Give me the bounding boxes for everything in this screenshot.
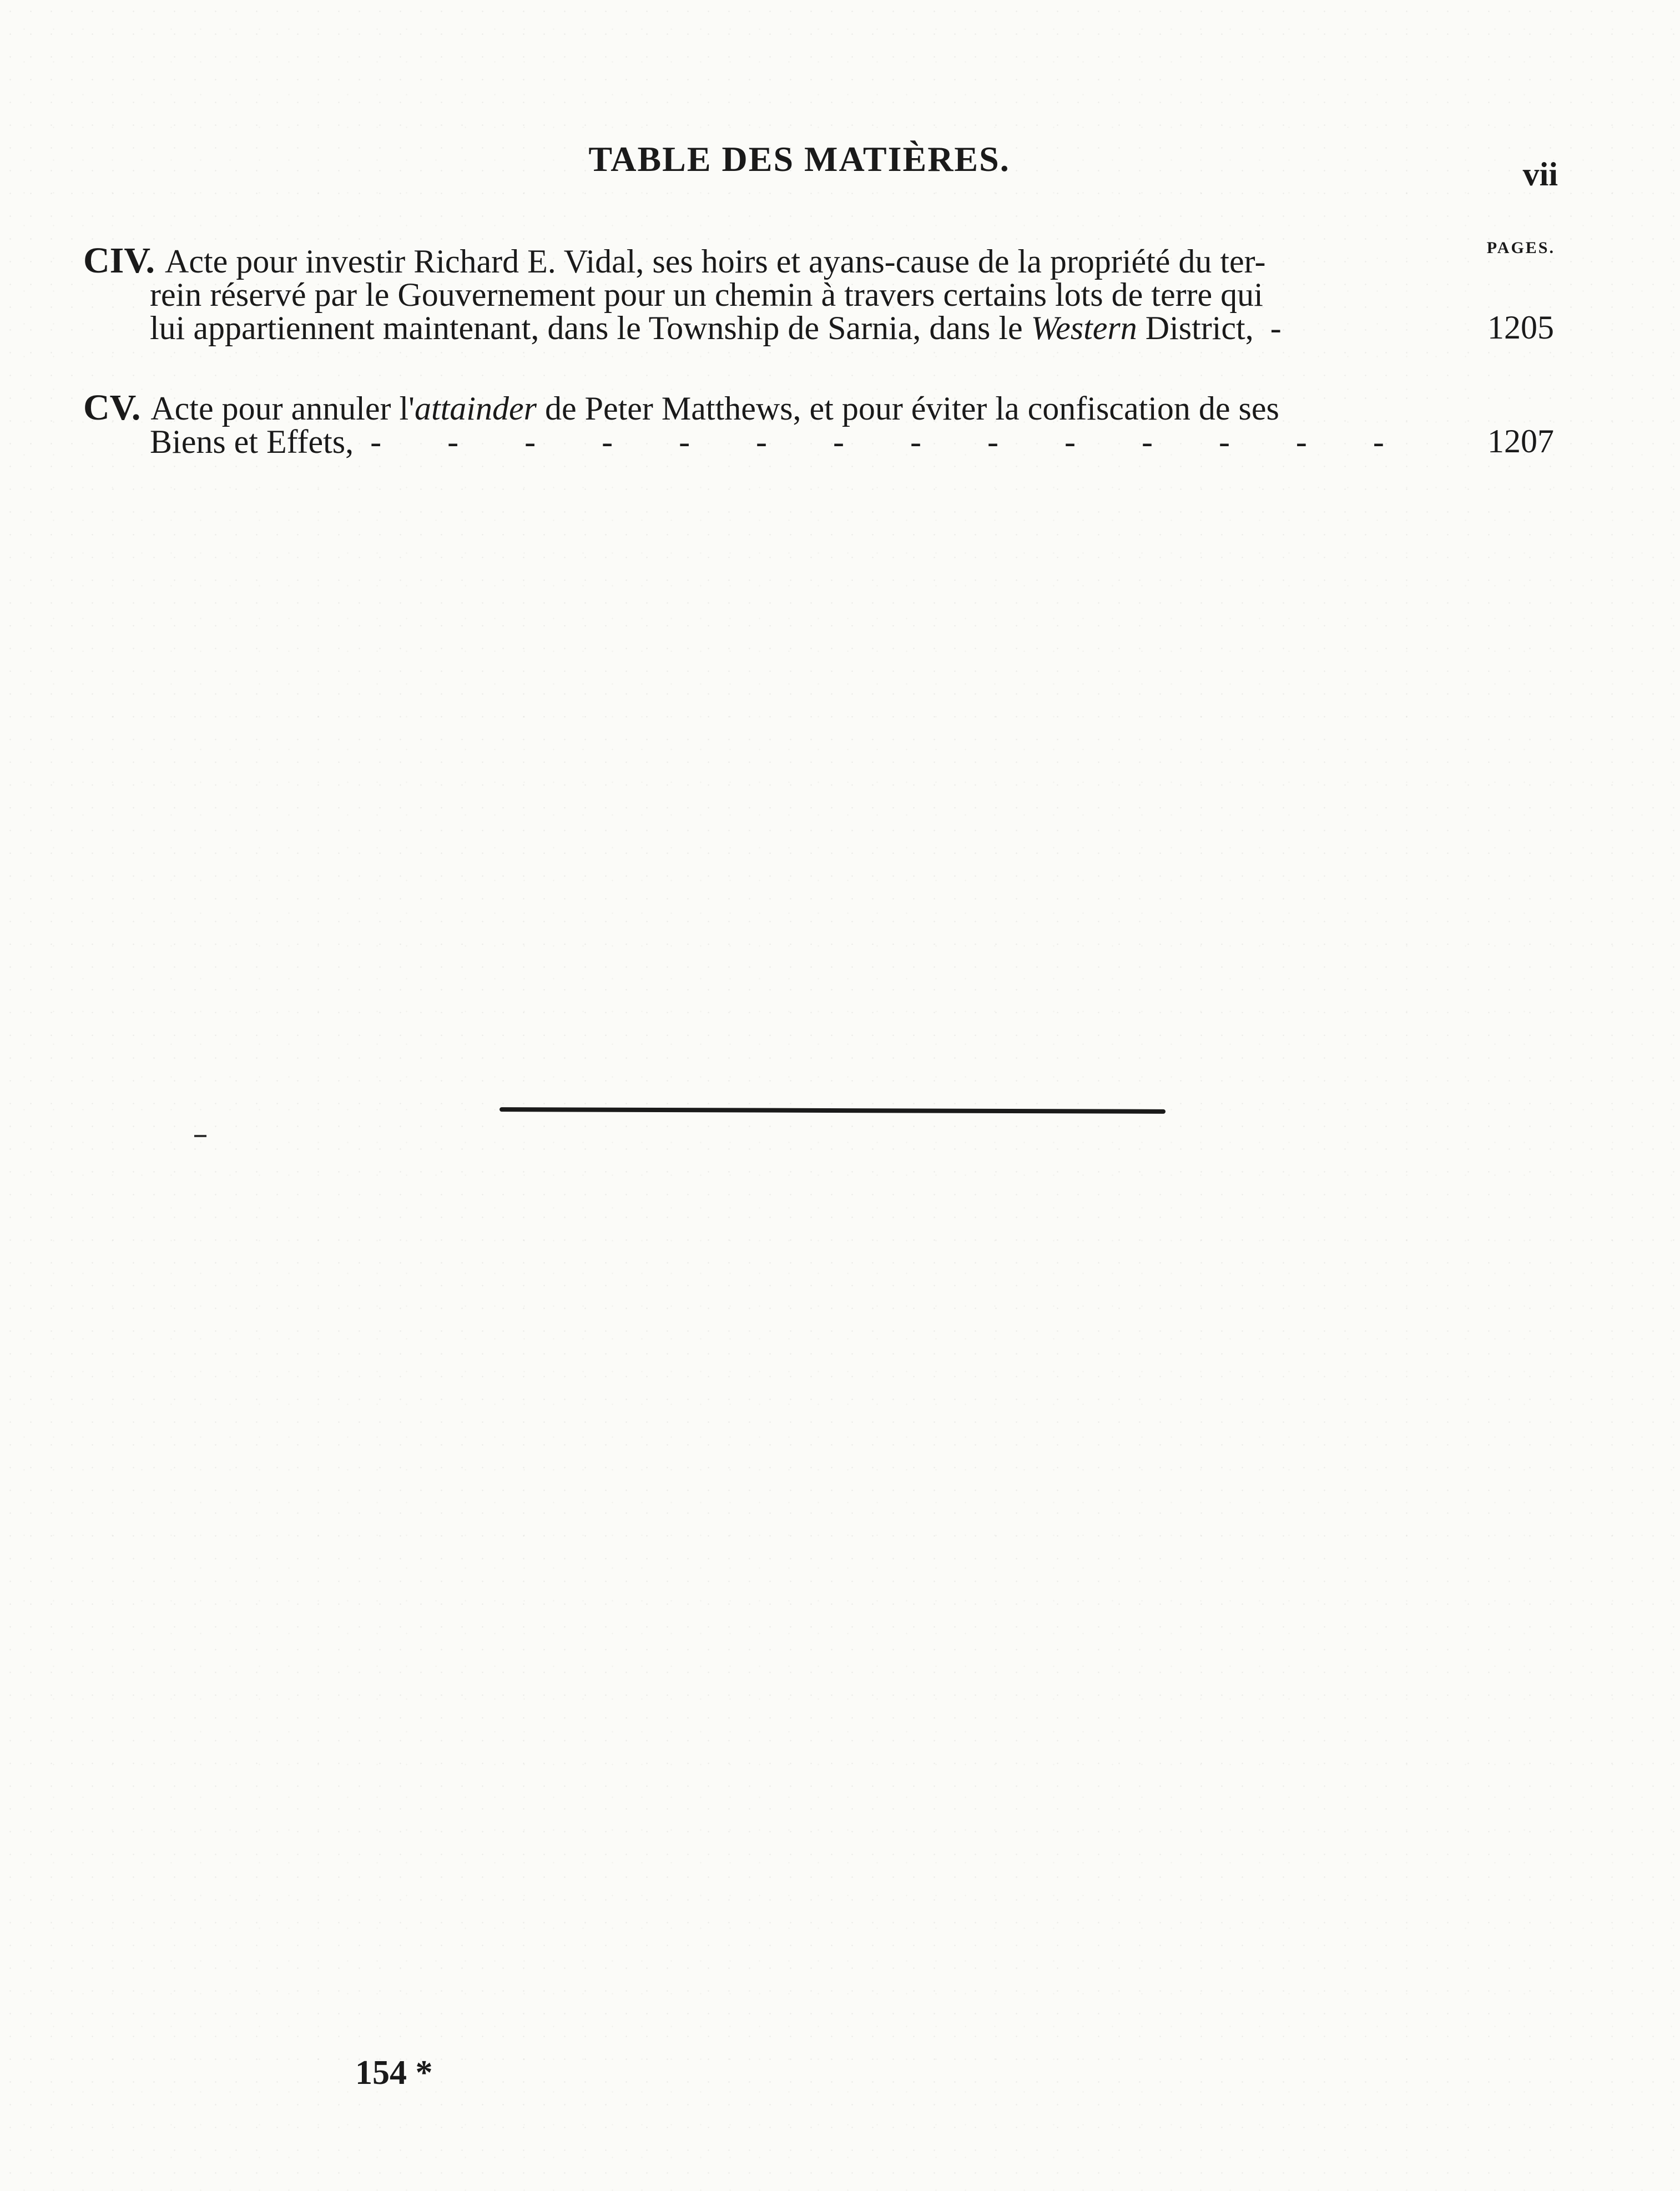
toc-entry-line: [83, 240, 1554, 281]
pages-column-label: PAGES.: [1486, 239, 1555, 257]
entry-text: Acte pour annuler l': [150, 390, 415, 427]
running-head-title: TABLE DES MATIÈRES.: [588, 139, 1010, 179]
dot-leader: - - - - - - - - - - - - - -: [370, 423, 1413, 460]
entry-number: CV.: [83, 387, 141, 428]
printer-signature-mark: 154 *: [355, 2054, 433, 2092]
entry-text-italic: Western: [1031, 310, 1137, 346]
entry-text: District,: [1137, 310, 1254, 346]
toc-entry-line: [83, 387, 1554, 428]
toc-entry: [83, 240, 1554, 346]
entry-number: CIV.: [83, 240, 155, 281]
toc-entry-line: [83, 311, 1554, 345]
toc-entry: [83, 387, 1554, 460]
page-reference: 1207: [1487, 423, 1554, 460]
entry-text: lui appartiennent maintenant, dans le Township de Sarnia, dans le: [150, 310, 1031, 346]
entry-text-italic: attainder: [414, 390, 537, 427]
toc-entry-line: rein réservé par le Gouvernement pour un chemin à travers certains lots de terre qui: [150, 276, 1263, 313]
entry-text: de Peter Matthews, et pour éviter la confiscation de ses: [536, 390, 1279, 427]
page-folio: vii: [1522, 156, 1558, 193]
toc-entry-line: [83, 425, 1554, 458]
page-reference: 1205: [1487, 309, 1554, 346]
entry-text: Acte pour investir Richard E. Vidal, ses hoirs et ayans-cause de la propriété du ter-: [165, 243, 1266, 280]
ink-speck: [194, 1135, 206, 1137]
dot-leader: -: [1270, 310, 1310, 346]
entry-text: Biens et Effets,: [150, 423, 354, 460]
